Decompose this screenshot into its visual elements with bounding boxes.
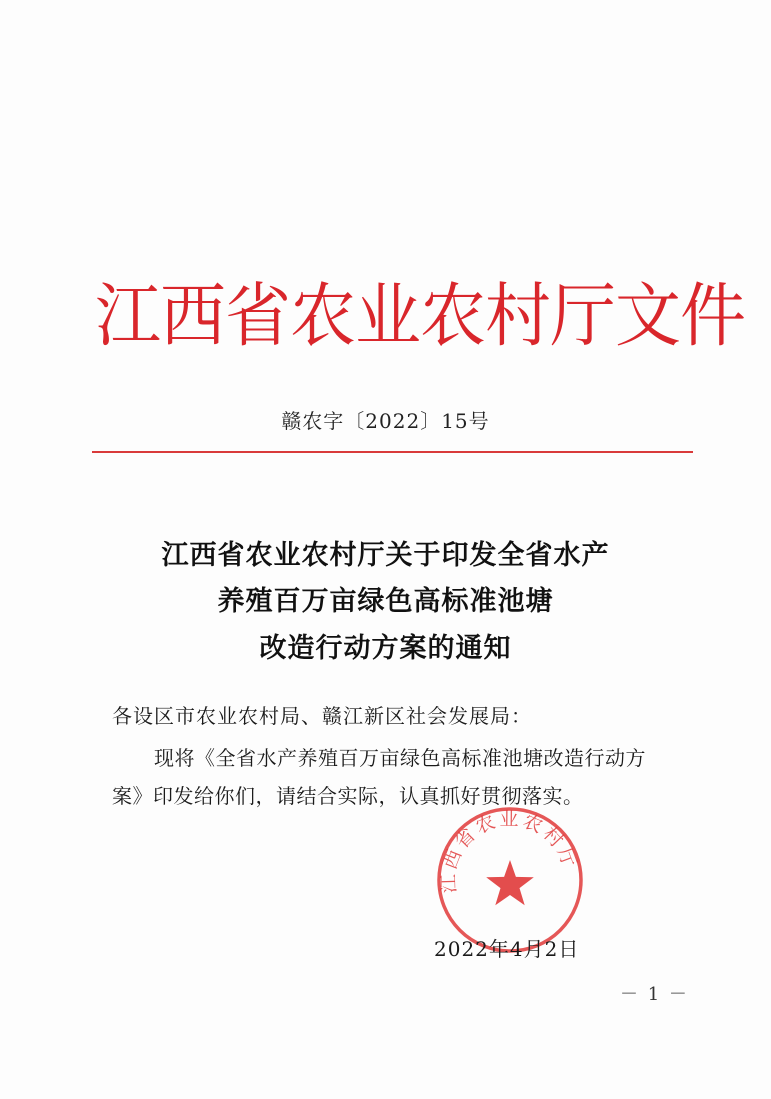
svg-text:江西省农业农村厅: 江西省农业农村厅 bbox=[437, 808, 582, 894]
issue-date: 2022年4月2日 bbox=[434, 937, 580, 961]
page-number: － 1 － bbox=[620, 984, 689, 1005]
red-divider bbox=[92, 451, 693, 453]
document-number: 赣农字〔2022〕15号 bbox=[281, 409, 490, 433]
salutation: 各设区市农业农村局、赣江新区社会发展局： bbox=[112, 704, 532, 728]
notice-title-line-1: 江西省农业农村厅关于印发全省水产 bbox=[161, 540, 610, 571]
notice-title-line-2: 养殖百万亩绿色高标准池塘 bbox=[217, 586, 554, 617]
document-header-title: 江西省农业农村厅文件 bbox=[95, 275, 745, 357]
body-paragraph: 现将《全省水产养殖百万亩绿色高标准池塘改造行动方案》印发给你们，请结合实际，认真抓好贯彻落实。 bbox=[112, 746, 646, 808]
seal-star-icon bbox=[486, 860, 534, 905]
notice-title-line-3: 改造行动方案的通知 bbox=[259, 633, 512, 664]
